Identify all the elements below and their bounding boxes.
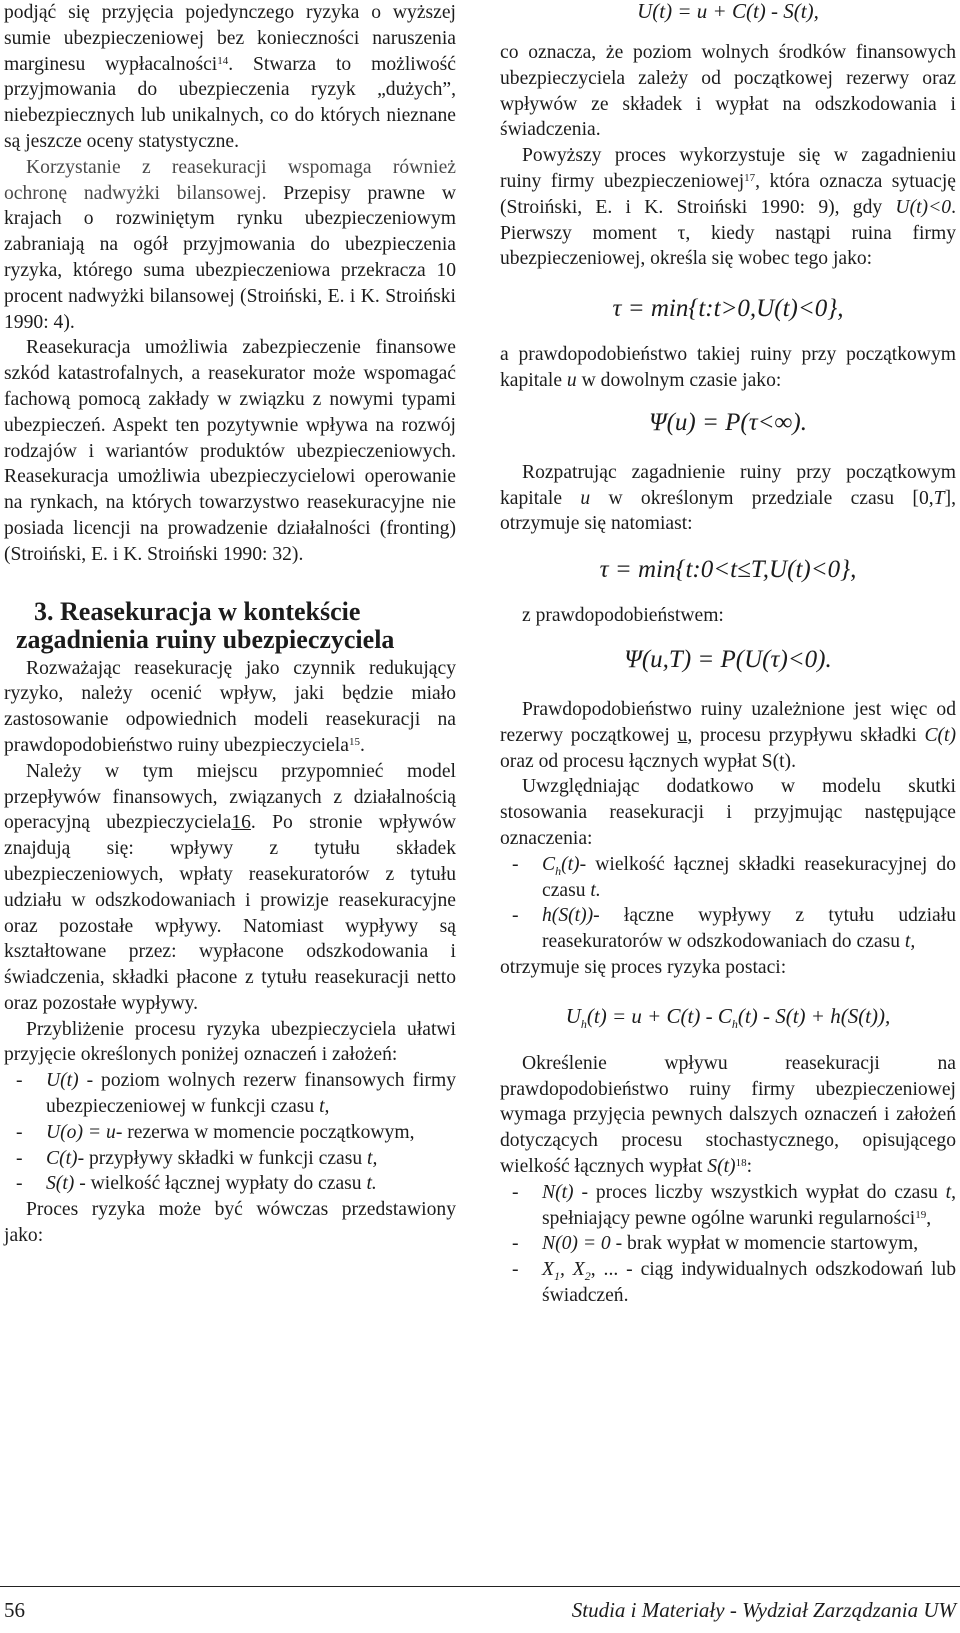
text: Korzystanie z reasekuracji wspomaga również ochronę nadwyżki bilansowej. — [4, 156, 456, 204]
right-column — [500, 0, 956, 1309]
definition-list — [4, 1068, 456, 1197]
paragraph: otrzymuje się proces ryzyka postaci: — [500, 956, 787, 978]
symbol-subscript: h — [580, 1016, 587, 1031]
text: - proces liczby wszystkich wypłat do czasu — [573, 1181, 946, 1203]
symbol: , X — [559, 1259, 585, 1281]
text: (t) - S(t) + h(S(t)), — [737, 1003, 891, 1028]
symbol-subscript: h — [555, 863, 562, 878]
list-item: - N(t) - proces liczby wszystkich wypłat do czasu t, spełniający pewne ogólne warunki regularności$^{19}$, — [512, 1181, 956, 1229]
text: Powyższy proces wykorzystuje się w zagadnieniu ruiny firmy ubezpieczeniowej — [500, 145, 956, 192]
text: ], otrzymuje się natomiast: — [500, 487, 956, 535]
section-title: Reasekuracja w kontekście zagadnienia ruiny ubezpieczyciela — [16, 596, 395, 654]
definition-list — [500, 852, 956, 955]
symbol: X — [542, 1259, 554, 1281]
text: oraz od procesu łącznych wypłat S(t). — [500, 750, 796, 772]
equation-ruin-probability-finite: Ψ(u,T) = P(U(τ)<0). — [624, 645, 832, 673]
text: , która oznacza sytuację (Stroiński, E. i K. Stroiński 1990: 9), gdy — [500, 170, 956, 218]
symbol: N(t) — [542, 1181, 574, 1203]
symbol: t — [945, 1181, 952, 1203]
symbol: t. — [366, 1173, 377, 1195]
symbol: T — [933, 487, 945, 509]
text: - wielkość łącznej składki reasekuracyjnej do czasu — [542, 853, 956, 901]
symbol-subscript: h — [731, 1016, 738, 1031]
paragraph — [4, 0, 456, 155]
paragraph — [4, 759, 456, 1017]
text: - brak wypłat w momencie startowym, — [610, 1233, 919, 1255]
equation-ruin-time-finite: τ = min{t:0<t≤T,U(t)<0}, — [599, 556, 857, 584]
paragraph: Proces ryzyka może być wówczas przedstawiony jako: — [4, 1199, 456, 1247]
text: Przepisy prawne w krajach o rozwiniętym rynku ubezpieczeniowym zabraniają na ogół przyjmowania do ubezpieczenia ryzyka, którego suma ubezpieczeniowa przekracza 10 procent nadwyżki bilansowej (Stroiński, E. i K. Stroiński 1990: 4). — [4, 182, 456, 333]
list-item: - $C_h(t)-$ wielkość łącznej składki reasekuracyjnej do czasu t. — [512, 853, 956, 901]
equation-risk-process: U(t) = u + C(t) - S(t), — [637, 0, 819, 23]
symbol-subscript: 1 — [553, 1269, 560, 1283]
text: (t) = u + C(t) - C — [586, 1003, 732, 1028]
footnote-ref: 17 — [744, 171, 756, 184]
text: - przypływy składki w funkcji czasu — [77, 1147, 368, 1169]
journal-title: Studia i Materiały - Wydział Zarządzania UW — [571, 1598, 956, 1622]
symbol: U(o) = u — [46, 1121, 116, 1143]
list-item: - U(t) - poziom wolnych rezerw finansowych firmy ubezpieczeniowej w funkcji czasu t, — [16, 1070, 456, 1118]
paragraph — [500, 342, 956, 394]
symbol-subscript: 2 — [584, 1269, 591, 1283]
text: . Stwarza to możliwość przyjmowania do ubezpieczenia ryzyk „dużych”, niebezpiecznych lub unikalnych, co do których nieznane są jeszcze oceny statystyczne. — [4, 53, 456, 152]
text: , ... - ciąg indywidualnych odszkodowań lub świadczeń. — [542, 1259, 956, 1306]
symbol: t. — [590, 879, 601, 901]
equation-ruin-probability: Ψ(u) = P(τ<∞). — [649, 408, 807, 436]
footnote-ref: 18 — [735, 1156, 747, 1169]
text: , spełniający pewne ogólne warunki regularności — [542, 1181, 956, 1229]
symbol: u — [677, 724, 688, 746]
text: w określonym przedziale czasu [0, — [590, 487, 934, 509]
text: - łączne wypływy z tytułu udziału reasekuratorów w odszkodowaniach do czasu — [542, 905, 956, 953]
symbol: S(t) — [707, 1155, 736, 1177]
text: a prawdopodobieństwo takiej ruiny przy początkowym kapitale — [500, 344, 956, 391]
symbol: U — [565, 1003, 581, 1028]
symbol: C — [542, 853, 556, 875]
text: Należy w tym miejscu przypomnieć model przepływów finansowych, związanych z działalnością operacyjną ubezpieczyciela — [4, 760, 456, 834]
footnote-ref: 16 — [231, 812, 251, 834]
text: , — [926, 1207, 932, 1229]
equation-risk-process-reinsurance — [500, 1001, 956, 1031]
paragraph — [500, 460, 956, 537]
paragraph: co oznacza, że poziom wolnych środków finansowych ubezpieczyciela zależy od początkowej rezerwy oraz wpływów ze składek i wypłat na odszkodowania i świadczenia. — [500, 42, 956, 141]
paragraph: Uwzględniając dodatkowo w modelu skutki stosowania reasekuracji i przyjmując następujące oznaczenia: — [500, 776, 956, 849]
text: . Po stronie wpływów znajdują się: wpływy z tytułu składek ubezpieczeniowych, wpłaty reasekuratorów z tytułu udziału w odszkodowaniach i prowizje reasekuracyjne oraz pozostałe wpływy. Natomiast wypływy są kształtowane przez: wypłacone odszkodowania i świadczenia, składki płacone z tytułu reasekuracji netto oraz pozostałe wypływy. — [4, 812, 456, 1014]
paragraph: Reasekuracja umożliwia zabezpieczenie finansowe szkód katastrofalnych, a reasekurator może wspomagać fachową pomocą zakłady w związku z nowymi typami ubezpieczeń. Aspekt ten pozytywnie wpływa na rozwój rodzajów i wariantów produktów ubezpieczeniowych. Reasekuracja umożliwia ubezpieczycielowi operowanie na rynkach, na których towarzystwo reasekuracyjne nie posiada licencji na prowadzenie działalności (fronting) (Stroiński, E. i K. Stroiński 1990: 32). — [4, 337, 456, 565]
list-item: - $X_1$, $X_2$, ... - ciąg indywidualnych odszkodowań lub świadczeń. — [512, 1259, 956, 1306]
list-item: - C(t)- przypływy składki w funkcji czasu t, — [16, 1147, 378, 1169]
text: Rozważając reasekurację jako czynnik redukujący ryzyko, należy ocenić wpływ, jaki będzie miało zastosowanie odpowiednich modeli reasekuracji na prawdopodobieństwo ruiny ubezpieczyciela — [4, 657, 456, 756]
footnote-ref: 14 — [217, 54, 229, 67]
paragraph — [500, 1051, 956, 1180]
symbol: u — [580, 487, 591, 509]
text: , procesu przypływu składki — [687, 724, 925, 746]
footer-divider — [0, 1586, 960, 1587]
symbol: C(t) — [46, 1147, 78, 1169]
list-item: - h(S(t))- łączne wypływy z tytułu udziału reasekuratorów w odszkodowaniach do czasu t, — [512, 905, 956, 953]
list-item: - N(0) = 0 - brak wypłat w momencie startowym, — [512, 1233, 919, 1255]
text: podjąć się przyjęcia pojedynczego ryzyka o wyższej sumie ubezpieczeniowej bez konieczności naruszenia marginesu wypłacalności — [4, 2, 456, 75]
text: Prawdopodobieństwo ruiny uzależnione jest więc od rezerwy początkowej — [500, 698, 956, 746]
equation-ruin-time: τ = min{t:t>0,U(t)<0}, — [612, 295, 844, 323]
symbol: U(t)<0 — [895, 196, 952, 218]
text: - wielkość łącznej wypłaty do czasu — [74, 1173, 367, 1195]
paragraph — [4, 155, 456, 336]
definition-list — [500, 1180, 956, 1309]
text: - poziom wolnych rezerw finansowych firmy ubezpieczeniowej w funkcji czasu — [46, 1070, 456, 1118]
section-number: 3. — [34, 596, 54, 626]
paragraph — [500, 697, 956, 774]
left-column — [4, 0, 456, 1249]
paragraph: z prawdopodobieństwem: — [522, 605, 724, 627]
symbol: C(t) — [924, 724, 956, 746]
text: Rozpatrując zagadnienie ruiny przy początkowym kapitale — [500, 461, 956, 509]
symbol: N(0) = 0 — [542, 1233, 611, 1255]
text: - rezerwa w momencie początkowym, — [115, 1121, 415, 1143]
symbol: t, — [367, 1147, 378, 1169]
paragraph — [4, 656, 456, 759]
footnote-ref: 19 — [915, 1208, 927, 1221]
page-number: 56 — [4, 1598, 25, 1622]
text: . Pierwszy moment τ, kiedy nastąpi ruina firmy ubezpieczeniowej, określa się wobec tego jako: — [500, 196, 956, 270]
symbol: U(t) — [46, 1070, 79, 1092]
symbol: S(t) — [46, 1173, 75, 1195]
text: . — [359, 734, 365, 756]
text: : — [746, 1155, 753, 1177]
paragraph — [500, 143, 956, 272]
symbol: t, — [319, 1096, 330, 1118]
symbol: u — [566, 369, 577, 391]
symbol: t, — [904, 931, 916, 953]
symbol: h(S(t)) — [542, 905, 594, 927]
paragraph: Przybliżenie procesu ryzyka ubezpieczyciela ułatwi przyjęcie określonych poniżej oznaczeń i założeń: — [4, 1018, 456, 1066]
footnote-ref: 15 — [348, 735, 360, 748]
list-item: - S(t) - wielkość łącznej wypłaty do czasu t. — [16, 1173, 377, 1195]
symbol: (t) — [561, 853, 580, 875]
list-item: - U(o) = u- rezerwa w momencie początkowym, — [16, 1121, 415, 1143]
section-heading — [4, 598, 456, 654]
text: Określenie wpływu reasekuracji na prawdopodobieństwo ruiny firmy ubezpieczeniowej wymaga przyjęcia pewnych dalszych oznaczeń i założeń dotyczących procesu stochastycznego, opisującego wielkość łącznych wypłat — [500, 1052, 956, 1177]
text: w dowolnym czasie jako: — [576, 369, 782, 391]
